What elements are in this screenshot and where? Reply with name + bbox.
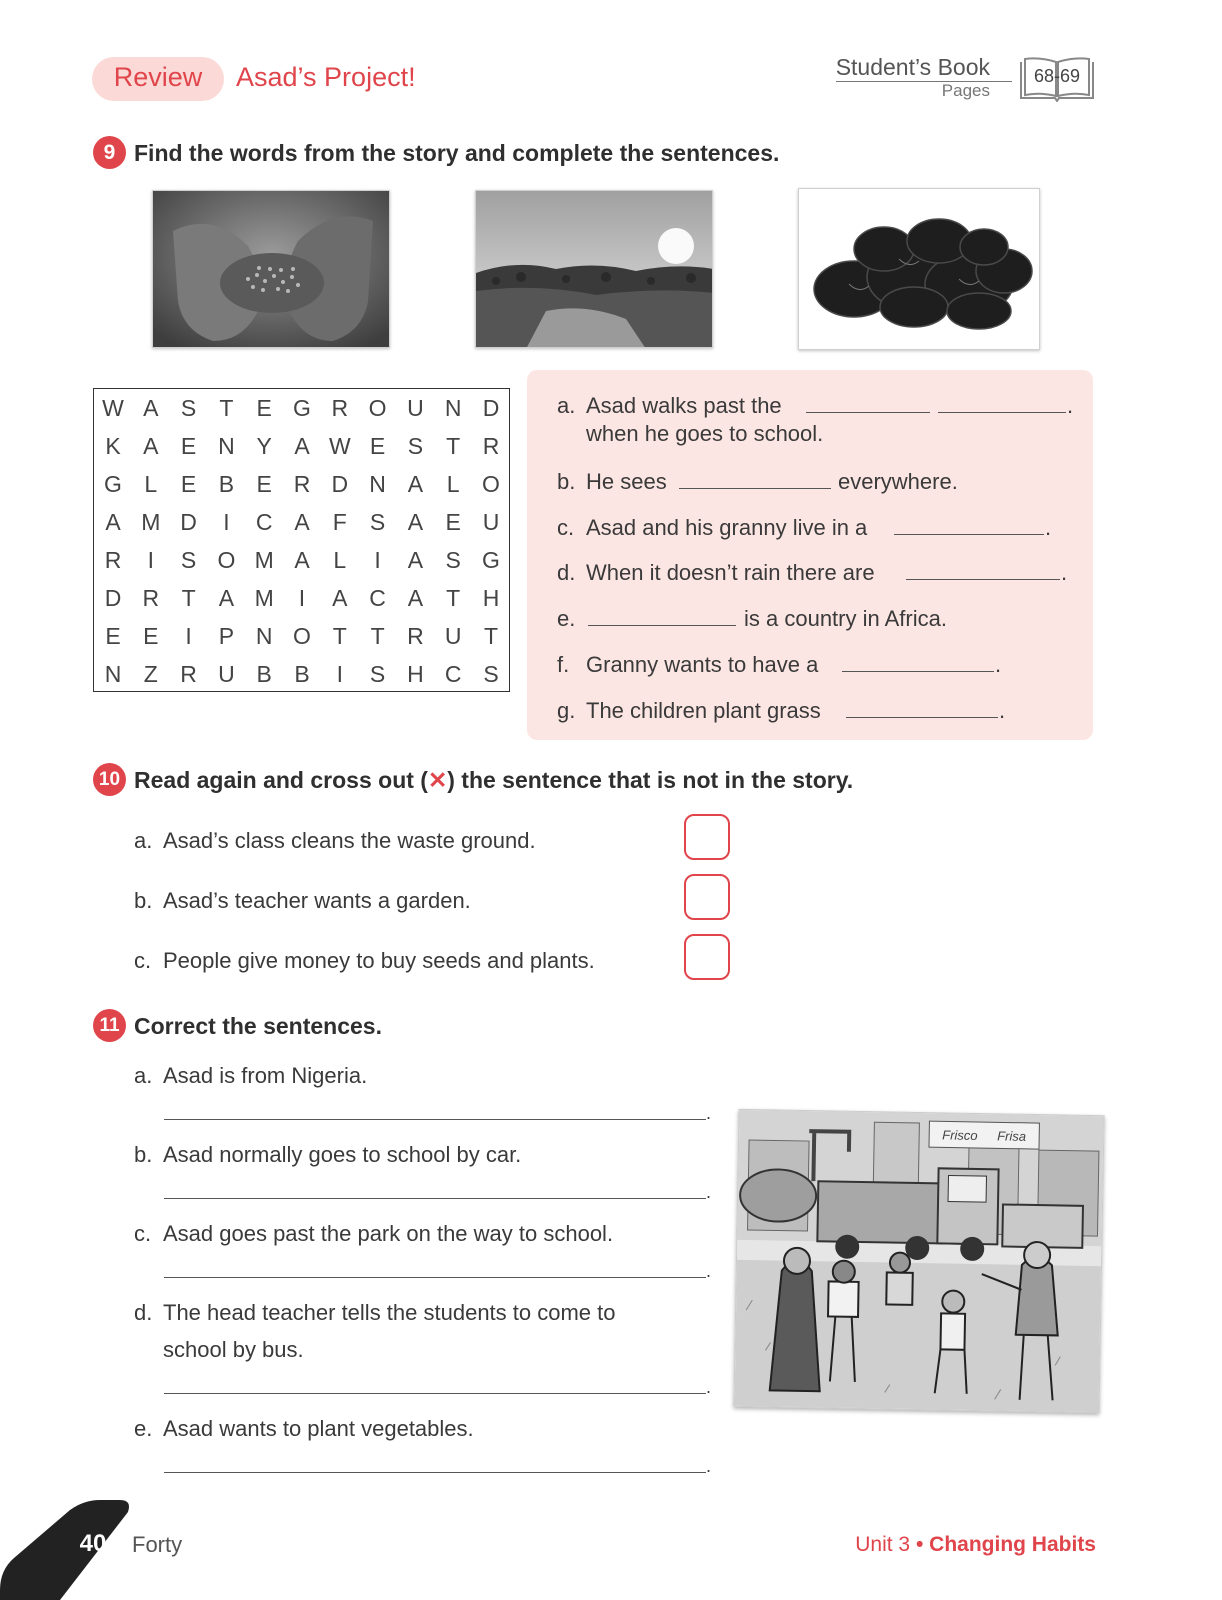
correct-e-text: Asad wants to plant vegetables. — [163, 1416, 474, 1441]
grid-letter[interactable]: R — [331, 395, 349, 421]
page-number-word: Forty — [132, 1532, 183, 1557]
students-book-label: Student’s Book — [835, 54, 990, 80]
grid-letter[interactable]: E — [256, 395, 272, 421]
grid-letter[interactable]: M — [254, 547, 274, 573]
grid-letter[interactable]: E — [256, 471, 272, 497]
grid-letter[interactable]: S — [445, 547, 461, 573]
cleanup-illustration — [733, 1109, 1104, 1413]
grid-letter[interactable]: S — [407, 433, 424, 459]
grid-letter[interactable]: R — [482, 433, 500, 459]
sentence-b-blank[interactable] — [679, 488, 831, 489]
grid-letter[interactable]: T — [219, 395, 234, 421]
correct-d-letter: d. — [134, 1300, 153, 1325]
grid-letter[interactable]: B — [294, 661, 310, 687]
grid-letter[interactable]: S — [180, 395, 197, 421]
correct-a-answer-line[interactable] — [164, 1119, 706, 1120]
grid-letter[interactable]: H — [407, 661, 424, 687]
grid-letter[interactable]: C — [255, 509, 273, 535]
sentence-a-period: . — [1067, 393, 1074, 418]
sentence-a-letter: a. — [557, 393, 576, 418]
sentence-e-blank[interactable] — [588, 625, 736, 626]
unit-title: Changing Habits — [929, 1533, 1096, 1556]
sentence-d-letter: d. — [557, 560, 576, 585]
sentence-e-letter: e. — [557, 606, 576, 631]
sentence-b-letter: b. — [557, 469, 576, 494]
grid-row — [94, 433, 509, 471]
grid-row — [94, 509, 509, 547]
grid-letter[interactable]: R — [407, 623, 424, 649]
grid-row — [94, 395, 509, 433]
exercise-10-number: 10 — [93, 763, 126, 796]
unit-number: Unit 3 — [855, 1533, 911, 1556]
grid-letter[interactable]: O — [482, 471, 500, 497]
statement-c-text: People give money to buy seeds and plants. — [163, 948, 595, 973]
grid-row — [94, 547, 509, 585]
shop-sign-text-2: Frisa — [997, 1128, 1027, 1144]
exercise-10-instruction — [134, 767, 853, 794]
grid-letter[interactable]: A — [218, 585, 235, 611]
grid-letter[interactable]: L — [446, 471, 460, 497]
grid-letter[interactable]: A — [105, 509, 121, 535]
page-corner-tab — [0, 1490, 140, 1600]
grid-letter[interactable]: I — [147, 547, 154, 573]
grid-letter[interactable]: A — [332, 585, 348, 611]
grid-letter[interactable]: I — [223, 509, 230, 535]
grid-letter[interactable]: Y — [256, 433, 272, 459]
sentence-a-text-2: when he goes to school. — [586, 421, 824, 446]
grid-row — [94, 585, 509, 623]
correct-e-letter: e. — [134, 1416, 153, 1441]
sentence-a-blank-2[interactable] — [938, 412, 1066, 413]
sentence-f-blank[interactable] — [842, 671, 994, 672]
correct-d-text: The head teacher tells the students to come to — [163, 1300, 616, 1325]
statement-b-text: Asad’s teacher wants a garden. — [163, 888, 471, 913]
sentence-a-blank-1[interactable] — [806, 412, 930, 413]
grid-letter[interactable]: W — [328, 433, 351, 459]
statement-c-letter: c. — [134, 948, 152, 973]
grid-letter[interactable]: A — [294, 509, 310, 535]
sentence-d-period: . — [1061, 560, 1068, 585]
correct-c-answer-line[interactable] — [164, 1277, 706, 1278]
grid-letter[interactable]: T — [181, 585, 196, 611]
sentence-d-text: When it doesn’t rain there are — [586, 560, 875, 585]
correct-e-period: . — [706, 1456, 712, 1476]
correct-d-period: . — [706, 1377, 712, 1397]
grid-letter[interactable]: I — [374, 547, 381, 573]
sentence-c-text: Asad and his granny live in a — [586, 515, 868, 540]
sentence-b-text-2: everywhere. — [838, 469, 958, 494]
unit-label — [855, 1533, 1096, 1557]
grid-letter[interactable]: N — [255, 623, 273, 649]
grid-letter[interactable]: N — [369, 471, 386, 497]
grid-letter[interactable]: A — [143, 395, 159, 421]
grid-letter[interactable]: N — [104, 661, 122, 687]
correct-d-answer-line[interactable] — [164, 1393, 706, 1394]
waste-ground-photo — [475, 190, 713, 348]
grid-letter[interactable]: A — [294, 547, 310, 573]
statement-a-text: Asad’s class cleans the waste ground. — [163, 828, 536, 853]
exercise-10-instruction-start: Read again and cross out ( — [134, 767, 428, 793]
correct-d-text-2: school by bus. — [163, 1337, 304, 1362]
sentence-e-text: is a country in Africa. — [744, 606, 947, 631]
exercise-9-instruction: Find the words from the story and complete the sentences. — [134, 140, 780, 166]
grid-letter[interactable]: G — [482, 547, 500, 573]
sentence-c-letter: c. — [557, 515, 575, 540]
grid-letter[interactable]: E — [180, 433, 197, 459]
grid-letter[interactable]: C — [369, 585, 386, 611]
correct-b-period: . — [706, 1182, 712, 1202]
grid-letter[interactable]: K — [105, 433, 121, 459]
sentence-a-text: Asad walks past the — [586, 393, 782, 418]
grid-row — [94, 661, 509, 699]
grid-letter[interactable]: N — [218, 433, 235, 459]
sentence-c-blank[interactable] — [894, 534, 1044, 535]
grid-letter[interactable]: M — [141, 509, 161, 535]
grid-letter[interactable]: Z — [143, 661, 158, 687]
shop-sign-text-1: Frisco — [942, 1127, 978, 1144]
grid-letter[interactable]: D — [331, 471, 349, 497]
sentence-d-blank[interactable] — [906, 579, 1060, 580]
grid-letter[interactable]: I — [185, 623, 192, 649]
grid-letter[interactable]: S — [180, 547, 197, 573]
sentence-c-period: . — [1045, 515, 1052, 540]
grid-letter[interactable]: T — [332, 623, 347, 649]
grid-letter[interactable]: R — [104, 547, 122, 573]
unit-bullet: • — [915, 1533, 924, 1556]
grid-letter[interactable]: I — [336, 661, 343, 687]
grid-letter[interactable]: L — [144, 471, 158, 497]
correct-c-period: . — [706, 1261, 712, 1281]
grid-letter[interactable]: T — [370, 623, 385, 649]
sentence-g-period: . — [999, 698, 1006, 723]
grid-letter[interactable]: A — [407, 471, 424, 497]
statement-c-checkbox[interactable] — [684, 934, 730, 980]
statement-b-checkbox[interactable] — [684, 874, 730, 920]
grid-letter[interactable]: O — [293, 623, 311, 649]
grid-letter[interactable]: P — [218, 623, 235, 649]
grid-letter[interactable]: U — [482, 509, 500, 535]
sentence-g-blank[interactable] — [846, 717, 998, 718]
grid-letter[interactable]: E — [180, 471, 197, 497]
statement-b-letter: b. — [134, 888, 153, 913]
grid-letter[interactable]: S — [369, 661, 386, 687]
grid-letter[interactable]: E — [143, 623, 159, 649]
seeds-in-hands-photo — [152, 190, 390, 348]
grid-letter[interactable]: A — [294, 433, 310, 459]
grid-letter[interactable]: B — [218, 471, 235, 497]
grid-letter[interactable]: A — [407, 509, 424, 535]
sentence-g-letter: g. — [557, 698, 576, 723]
grid-letter[interactable]: A — [407, 585, 424, 611]
correct-b-answer-line[interactable] — [164, 1198, 706, 1199]
exercise-11-instruction: Correct the sentences. — [134, 1013, 382, 1039]
grid-letter[interactable]: O — [368, 395, 387, 421]
word-search-grid — [93, 388, 510, 692]
sentence-f-letter: f. — [557, 652, 570, 677]
grid-letter[interactable]: H — [482, 585, 500, 611]
grid-letter[interactable]: G — [293, 395, 311, 421]
statement-a-letter: a. — [134, 828, 153, 853]
grid-letter[interactable]: T — [446, 585, 461, 611]
grid-letter[interactable]: A — [143, 433, 159, 459]
statement-a-checkbox[interactable] — [684, 814, 730, 860]
grid-letter[interactable]: O — [217, 547, 236, 573]
rubbish-bags-photo — [798, 188, 1040, 350]
grid-letter[interactable]: A — [407, 547, 424, 573]
correct-c-text: Asad goes past the park on the way to school. — [163, 1221, 614, 1246]
pages-range: 68-69 — [1033, 66, 1081, 86]
grid-letter[interactable]: E — [369, 433, 386, 459]
correct-b-text: Asad normally goes to school by car. — [163, 1142, 522, 1167]
correct-e-answer-line[interactable] — [164, 1472, 706, 1473]
sentence-b-text: He sees — [586, 469, 667, 494]
grid-letter[interactable]: D — [482, 395, 500, 421]
exercise-9-number: 9 — [93, 136, 126, 169]
grid-letter[interactable]: D — [180, 509, 197, 535]
grid-letter[interactable]: B — [256, 661, 272, 687]
grid-letter[interactable]: G — [104, 471, 122, 497]
page-title: Asad’s Project! — [236, 62, 416, 92]
grid-letter[interactable]: E — [105, 623, 121, 649]
grid-letter[interactable]: S — [483, 661, 499, 687]
grid-letter[interactable]: I — [298, 585, 306, 611]
grid-letter[interactable]: S — [369, 509, 386, 535]
correct-a-period: . — [706, 1103, 712, 1123]
sentence-g-text: The children plant grass — [586, 698, 821, 723]
grid-letter[interactable]: N — [444, 395, 462, 421]
grid-letter[interactable]: T — [483, 623, 499, 649]
correct-c-letter: c. — [134, 1221, 152, 1246]
grid-row — [94, 623, 509, 661]
grid-letter[interactable]: W — [102, 395, 124, 421]
pages-label: Pages — [941, 81, 990, 100]
grid-letter[interactable]: C — [444, 661, 462, 687]
sentence-f-text: Granny wants to have a — [586, 652, 819, 677]
grid-letter[interactable]: R — [180, 661, 197, 687]
page-number: 40 — [79, 1530, 107, 1557]
grid-letter[interactable]: U — [407, 395, 424, 421]
grid-row — [94, 471, 509, 509]
correct-b-letter: b. — [134, 1142, 153, 1167]
grid-letter[interactable]: L — [333, 547, 347, 573]
grid-letter[interactable]: E — [445, 509, 461, 535]
grid-letter[interactable]: R — [293, 471, 311, 497]
sentence-f-period: . — [995, 652, 1002, 677]
grid-letter[interactable]: F — [332, 509, 347, 535]
review-label: Review — [113, 62, 203, 92]
grid-letter[interactable]: U — [218, 661, 235, 687]
exercise-11-number: 11 — [93, 1009, 126, 1042]
exercise-10-instruction-end: ) the sentence that is not in the story. — [447, 767, 854, 793]
grid-letter[interactable]: R — [142, 585, 160, 611]
correct-a-text: Asad is from Nigeria. — [163, 1063, 368, 1088]
grid-letter[interactable]: U — [444, 623, 462, 649]
grid-letter[interactable]: T — [446, 433, 461, 459]
grid-letter[interactable]: D — [104, 585, 122, 611]
grid-letter[interactable]: M — [254, 585, 274, 611]
cross-icon: ✕ — [427, 767, 448, 793]
correct-a-letter: a. — [134, 1063, 153, 1088]
